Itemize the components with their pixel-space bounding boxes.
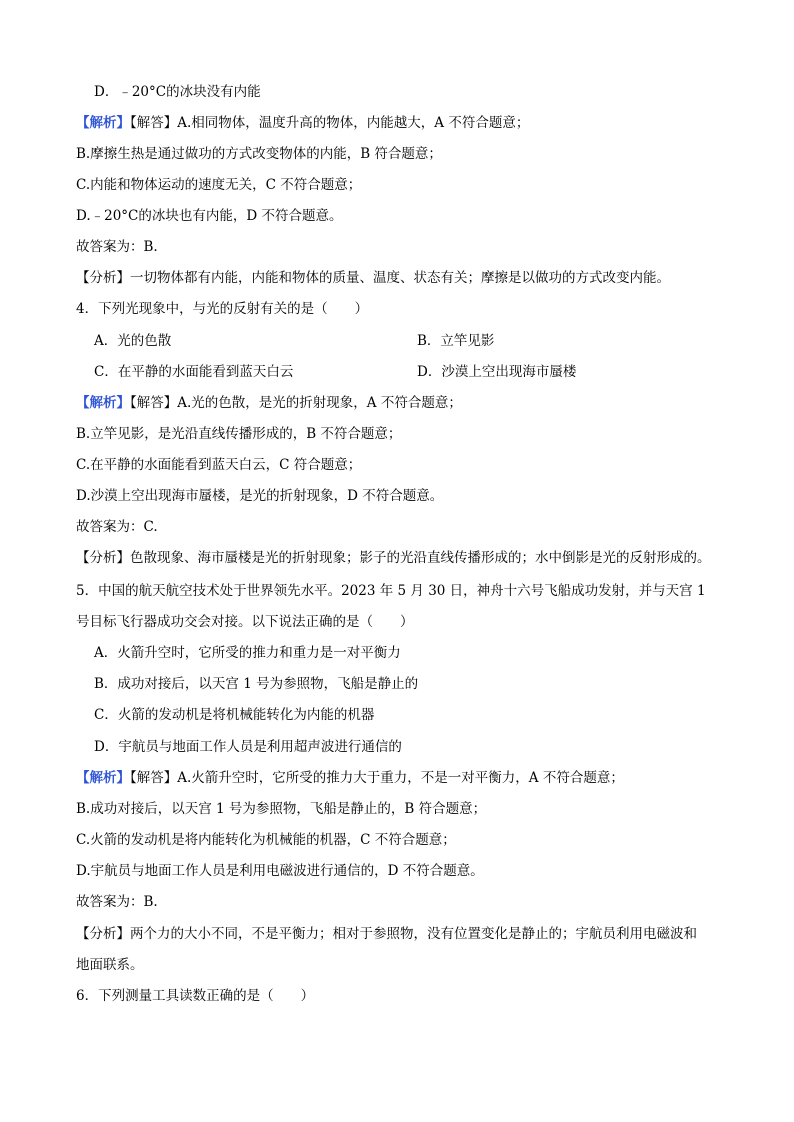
jieda-text: 【解答】A.光的色散，是光的折射现象，A 不符合题意； bbox=[130, 395, 462, 411]
q5-option-a: A．火箭升空时，它所受的推力和重力是一对平衡力 bbox=[94, 645, 401, 661]
q3-solution-line3: C.内能和物体运动的速度无关，C 不符合题意； bbox=[76, 177, 362, 193]
q4-option-a: A．光的色散 bbox=[94, 333, 172, 349]
q4-option-d: D．沙漠上空出现海市蜃楼 bbox=[417, 364, 577, 380]
jiexi-tag: 【解析】 bbox=[76, 395, 130, 411]
q5-solution-line2: B.成功对接后，以天宫 1 号为参照物，飞船是静止的，B 符合题意； bbox=[76, 801, 487, 817]
q3-option-d: D．﹣20°C的冰块没有内能 bbox=[94, 84, 261, 100]
q5-analysis-line2: 地面联系。 bbox=[76, 957, 144, 973]
q4-analysis: 【分析】色散现象、海市蜃楼是光的折射现象；影子的光沿直线传播形成的；水中倒影是光的反射形成的。 bbox=[76, 550, 711, 566]
q5-answer: 故答案为：B. bbox=[76, 894, 158, 910]
q5-option-c: C．火箭的发动机是将机械能转化为内能的机器 bbox=[94, 707, 375, 723]
q5-solution-line4: D.宇航员与地面工作人员是利用电磁波进行通信的，D 不符合题意。 bbox=[76, 863, 484, 879]
q4-solution-line2: B.立竿见影，是光沿直线传播形成的，B 不符合题意； bbox=[76, 426, 402, 442]
q3-solution-line4: D.﹣20°C的冰块也有内能，D 不符合题意。 bbox=[76, 208, 343, 224]
q4-solution-line1 bbox=[76, 393, 462, 413]
q5-solution-line1 bbox=[76, 768, 624, 788]
jieda-text: 【解答】A.火箭升空时，它所受的推力大于重力，不是一对平衡力，A 不符合题意； bbox=[130, 770, 624, 786]
q4-answer: 故答案为：C. bbox=[76, 519, 158, 535]
q6-stem: 6．下列测量工具读数正确的是（ ） bbox=[76, 988, 315, 1004]
q5-analysis-line1: 【分析】两个力的大小不同，不是平衡力；相对于参照物，没有位置变化是静止的；宇航员利用电磁波和 bbox=[76, 926, 697, 942]
jiexi-tag: 【解析】 bbox=[76, 770, 130, 786]
q3-analysis: 【分析】一切物体都有内能，内能和物体的质量、温度、状态有关；摩擦是以做功的方式改变内能。 bbox=[76, 270, 670, 286]
q5-stem-line1: 5．中国的航天航空技术处于世界领先水平。2023 年 5 月 30 日，神舟十六号飞船成功发射，并与天宫 1 bbox=[76, 583, 706, 599]
q4-option-b: B．立竿见影 bbox=[417, 333, 495, 349]
q4-stem: 4．下列光现象中，与光的反射有关的是（ ） bbox=[76, 301, 369, 317]
jieda-text: 【解答】A.相同物体，温度升高的物体，内能越大，A 不符合题意； bbox=[130, 115, 530, 131]
q5-solution-line3: C.火箭的发动机是将内能转化为机械能的机器，C 不符合题意； bbox=[76, 832, 456, 848]
q3-answer: 故答案为：B. bbox=[76, 239, 158, 255]
q4-option-c: C．在平静的水面能看到蓝天白云 bbox=[94, 364, 294, 380]
jiexi-tag: 【解析】 bbox=[76, 115, 130, 131]
q5-option-d: D．宇航员与地面工作人员是利用超声波进行通信的 bbox=[94, 739, 402, 755]
q3-solution-line2: B.摩擦生热是通过做功的方式改变物体的内能，B 符合题意； bbox=[76, 146, 442, 162]
q4-solution-line4: D.沙漠上空出现海市蜃楼，是光的折射现象，D 不符合题意。 bbox=[76, 488, 444, 504]
q5-stem-line2: 号目标飞行器成功交会对接。以下说法正确的是（ ） bbox=[76, 614, 414, 630]
q4-solution-line3: C.在平静的水面能看到蓝天白云，C 符合题意； bbox=[76, 457, 362, 473]
q3-solution-line1 bbox=[76, 113, 529, 133]
q5-option-b: B．成功对接后，以天宫 1 号为参照物，飞船是静止的 bbox=[94, 676, 419, 692]
